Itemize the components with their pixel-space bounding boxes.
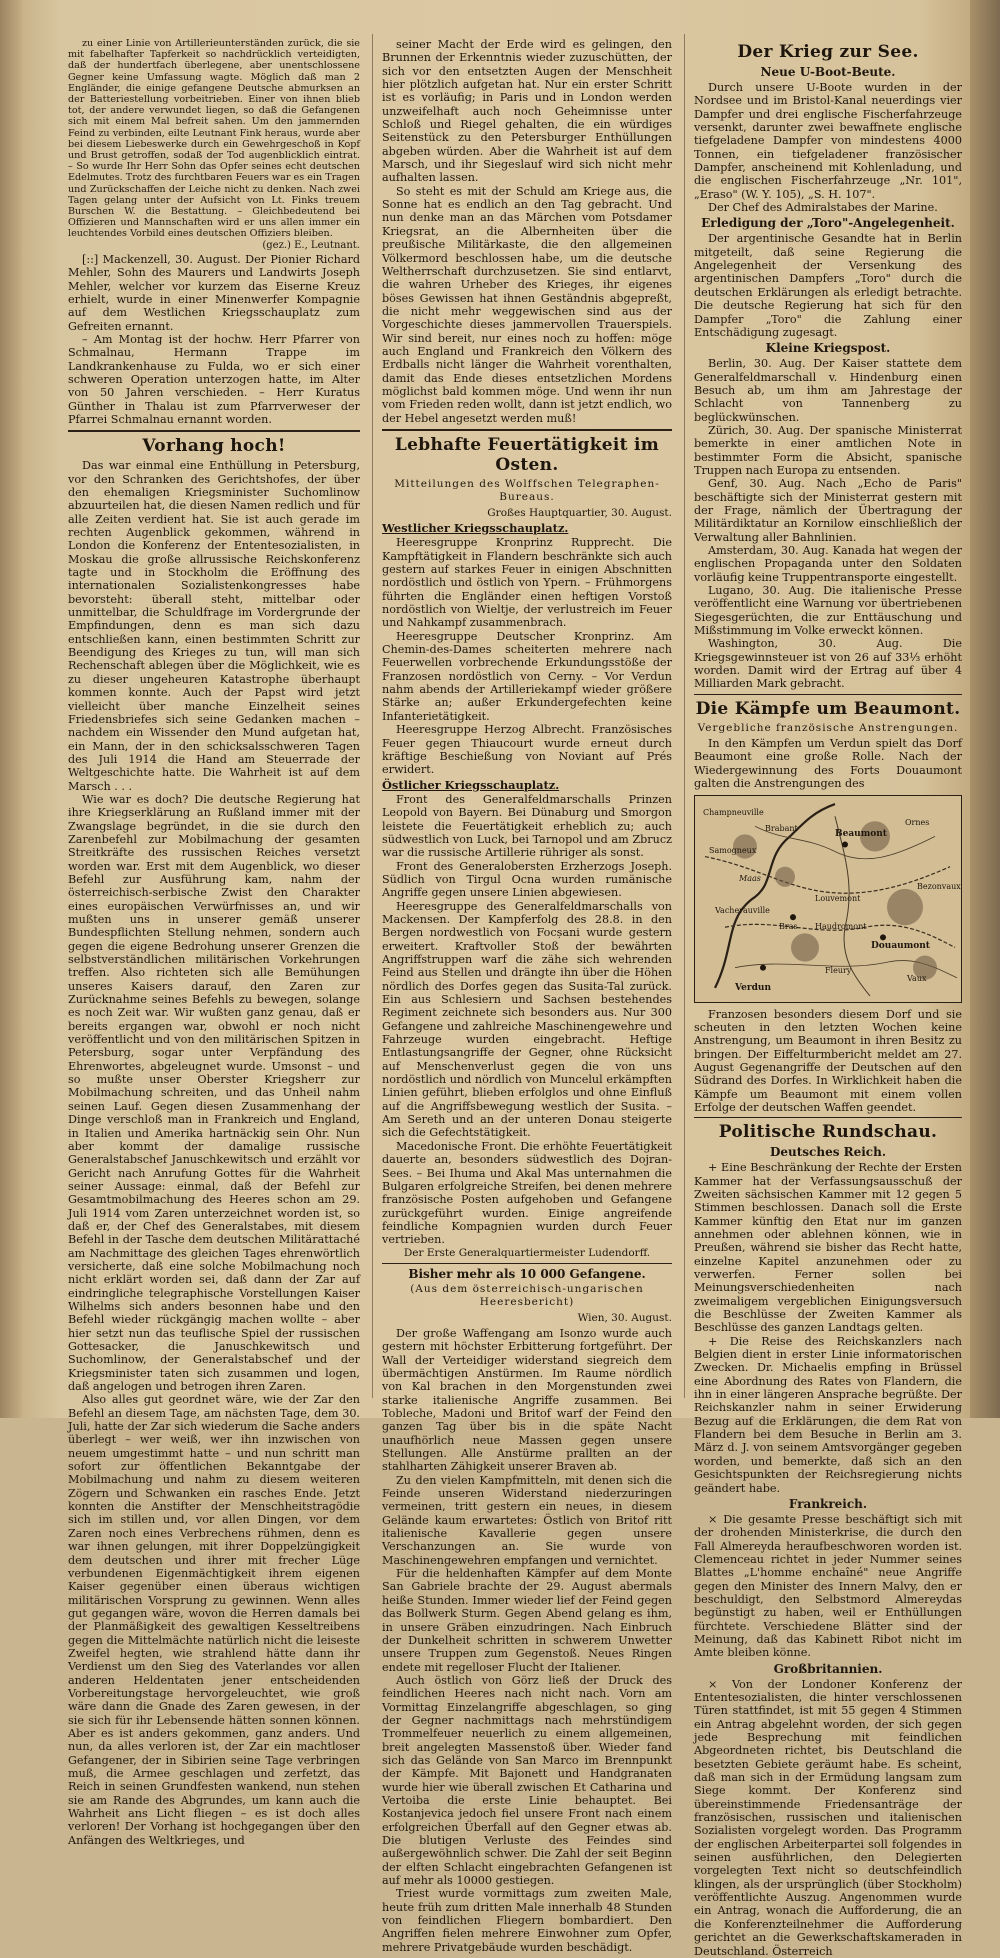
- article-paragraph: Der Chef des Admiralstabes der Marine.: [708, 201, 938, 215]
- report-item: Macedonische Front. Die erhöhte Feuertätigkeit dauerte an, besonders südwestlich des Dojran-Sees. – Bei Ihuma und Akal Mas unternahmen die Bulgaren erfolgreiche Streifen, bei denen mehrere französische Posten aufgehoben und Gefangene zurückgeführt wurden. Einige angreifende feindliche Kompagnien wurden durch Feuer vertrieben.: [382, 1139, 672, 1247]
- article-paragraph: In den Kämpfen um Verdun spielt das Dorf Beaumont eine große Rolle. Nach der Wiedergewinnung des Forts Douaumont galten die Anstrengungen des: [694, 737, 962, 791]
- article-paragraph: Franzosen besonders diesem Dorf und sie scheuten in den letzten Wochen keine Anstrengung, um Beaumont in ihren Besitz zu bringen. Der Eiffelturmbericht meldet am 27. August Gegenangriffe der Deutschen auf den Südrand des Dorfes. In Wirklichkeit haben die Kämpfe um Beaumont mit einem vollen Erfolge der deutschen Waffen geendet.: [694, 1007, 962, 1114]
- section-heading: Östlicher Kriegsschauplatz.: [382, 777, 560, 792]
- report-item: Front des Generalobersten Erzherzogs Joseph. Südlich von Tirgul Ocna wurden rumänische Angriffe gegen unsere Linien abgewiesen.: [382, 859, 672, 900]
- article-subline: Vergebliche französische Anstrengungen.: [697, 721, 959, 734]
- report-item: Zürich, 30. Aug. Der spanische Ministerrat bemerkte in einer amtlichen Note in bestimmter Form die Absicht, spanische Truppen nach Europa zu entsenden.: [694, 423, 962, 477]
- article-dateline: Großes Hauptquartier, 30. August.: [487, 506, 672, 519]
- section-heading: Westlicher Kriegsschauplatz.: [382, 521, 569, 535]
- map-label: Beaumont: [835, 828, 887, 839]
- section-divider: [694, 694, 962, 695]
- report-item: + Die Reise des Reichskanzlers nach Belgien dient in erster Linie informatorischen Zwecken. Dr. Michaelis empfing in Brüssel eine Abordnung des Rates von Flandern, die ihn in einer längeren Ansprache begrüßte. Der Reichskanzler nahm in seiner Erwiderung Bezug auf die Erklärungen, die dem Rat von Flandern bei dem Besuche in Berlin am 3. März d. J. von seinem Amtsvorgänger gegeben worden, und bemerkte, daß sich an den Gesichtspunkten der Reichsregierung nichts geändert habe.: [694, 1334, 962, 1495]
- column-rule: [372, 34, 373, 1398]
- article-paragraph: Das war einmal eine Enthüllung in Petersburg, vor den Schranken des Gerichtshofes, der über den ehemaligen Kriegsminister Suchomlinow abzuurteilen hat, die diesen Namen redlich und für alle Zeiten verdient hat. Sie ist auch gerade im rechten Augenblick gekommen, während in London die Konferenz der Ententesozialisten, in Moskau die große allrussische Reichskonferenz tagte und in Stockholm die Eröffnung des internationalen Sozialistenkongresses habe bevorsteht: überall steht, mittelbar oder unmittelbar, die Schuldfrage im Vordergrunde der Empfindungen, denn es man sich dazu entschließen kann, einen bestimmten Schritt zur Beendigung des Krieges zu tun, will man sich Rechenschaft ablegen über die Möglichkeit, wie es zu dieser ungeheuren Katastrophe überhaupt kommen konnte. Auch der Papst wird jetzt vielleicht über manche Einzelheit seines Friedensbriefes sich seine Gedanken machen – nachdem ein Wissender den Mund aufgetan hat, ein Mann, der in den schicksalsschweren Tagen des Juli 1914 die Hand am Steuerrade der Weltgeschichte hatte. Die Wahrheit ist auf dem Marsch . . .: [68, 459, 360, 793]
- article-paragraph: Triest wurde vormittags zum zweiten Male, heute früh zum dritten Male innerhalb 48 Stunden von feindlichen Fliegern bombardiert. Den Angriffen fielen mehrere Einwohner zum Opfer, mehrere Privatgebäude wurden beschädigt.: [382, 1887, 672, 1954]
- article-headline: Vorhang hoch!: [142, 436, 286, 457]
- article-dateline: Wien, 30. August.: [577, 1311, 672, 1324]
- map-label: Bras: [779, 921, 798, 931]
- article-subline: Mitteilungen des Wolffschen Telegraphen-Bureaus.: [394, 477, 660, 504]
- article-subheading: Frankreich.: [788, 1496, 868, 1511]
- map-label: Champneuville: [703, 807, 764, 817]
- report-item: Heeresgruppe Herzog Albrecht. Französisches Feuer gegen Thiaucourt wurde erneut durch kräftige Beschießung von Noviant auf Prés erwidert.: [382, 723, 672, 777]
- article-subheading: Deutsches Reich.: [769, 1145, 887, 1160]
- section-divider: [382, 429, 672, 431]
- map-label: Douaumont: [871, 940, 930, 951]
- map-label: Samogneux: [709, 845, 757, 855]
- map-label: Fleury: [825, 965, 852, 975]
- page-right-edge: [970, 0, 1000, 1418]
- report-item: Heeresgruppe Kronprinz Rupprecht. Die Kampftätigkeit in Flandern beschränkte sich auch gestern auf starkes Feuer in einigen Abschnitten nordöstlich und östlich von Ypern. – Frühmorgens führten die Engländer einen heftigen Vorstoß nordöstlich von Wieltje, der verlustreich im Feuer und Nahkampf zusammenbrach.: [382, 536, 672, 630]
- report-item: × Die gesamte Presse beschäftigt sich mit der drohenden Ministerkrise, die durch den Fall Almereyda heraufbeschworen worden ist. Clemenceau richtet in jeder Nummer seines Blattes „L'homme enchaîné" neue Angriffe gegen den Minister des Innern Malvy, den er beschuldigt, den Selbstmord Almereydas begünstigt zu haben, weil er Enthüllungen fürchtete. Verschiedene Blätter sind der Meinung, daß das Kabinett Ribot nicht im Amte bleiben könne.: [694, 1512, 962, 1660]
- report-signature: Der Erste Generalquartiermeister Ludendorff.: [403, 1246, 651, 1259]
- report-item: Amsterdam, 30. Aug. Kanada hat wegen der englischen Propaganda unter den Soldaten vorläufig keine Truppentransporte eingestellt.: [694, 544, 962, 584]
- article-paragraph: Durch unsere U-Boote wurden in der Nordsee und im Bristol-Kanal neuerdings vier Dampfer und drei englische Fischerfahrzeuge versenkt, darunter zwei bewaffnete englische tiefgeladene Dampfer von mindestens 4000 Tonnen, ein tiefgeladener französischer Dampfer, anscheinend mit Kohlenladung, und die englischen Fischerfahrzeuge „Nr. 101", „Eraso" (W. Y. 105), „S. H. 107".: [694, 81, 962, 201]
- map-label: Haudromont: [815, 921, 867, 931]
- column-rule: [684, 34, 685, 1398]
- report-item: Washington, 30. Aug. Die Kriegsgewinnsteuer ist von 26 auf 33⅓ erhöht worden. Damit wird der Ertrag auf über 4 Milliarden Mark gebracht.: [694, 637, 962, 691]
- local-news-item: – Am Montag ist der hochw. Herr Pfarrer von Schmalnau, Hermann Trappe im Landkrankenhause zu Fulda, wo er sich einer schweren Operation unterzogen hatte, im Alter von 50 Jahren verschieden. – Herr Kuratus Günther in Thalau ist zum Pfarrverweser der Pfarrei Schmalnau ernannt worden.: [68, 332, 360, 426]
- beaumont-map: [694, 795, 962, 1003]
- article-headline: Lebhafte Feuertätigkeit im Osten.: [394, 434, 660, 475]
- map-label: Verdun: [735, 982, 772, 993]
- article-paragraph: Für die heldenhaften Kämpfer auf dem Monte San Gabriele brachte der 29. August abermals heiße Stunden. Immer wieder lief der Feind gegen das Bollwerk Sturm. Gegen Abend gelang es ihm, in unsere Gräben einzudringen. Nach Einbruch der Dunkelheit schritten in schwerem Unwetter unsere Truppen zum Gegenstoß. Neues Ringen endete mit regelloser Flucht der Italiener.: [382, 1567, 672, 1674]
- letter-signature: (gez.) E., Leutnant.: [262, 239, 360, 251]
- article-paragraph: seiner Macht der Erde wird es gelingen, den Brunnen der Erkenntnis wieder zuzuschütten, der sich vor den entsetzten Augen der Menschheit hier plötzlich aufgetan hat. Nur ein erster Schritt ist es vorläufig; in Paris und in London werden unzweifelhaft auch noch Geheimnisse unter Schloß und Riegel gehalten, die ein würdiges Seitenstück zu den Petersburger Enthüllungen abgeben würden. Aber die Wahrheit ist auf dem Marsch, und ihr Siegeslauf wird sich nicht mehr aufhalten lassen.: [382, 38, 672, 185]
- map-label: Maas: [739, 873, 761, 883]
- article-headline: Der Krieg zur See.: [737, 42, 919, 62]
- article-headline: Die Kämpfe um Beaumont.: [695, 698, 961, 719]
- article-subline: (Aus dem österreichisch-ungarischen Heeresbericht): [410, 1282, 644, 1309]
- report-item: Heeresgruppe des Generalfeldmarschalls von Mackensen. Der Kampferfolg des 28.8. in den Bergen nordwestlich von Focșani wurde gestern erweitert. Kraftvoller Stoß der bewährten Angriffstruppen warf die zähe sich wehrenden Feind aus Stellen und drängte ihn über die Höhen nördlich des Dorfes gegen das Susita-Tal zurück. Ein aus Schlesiern und Sachsen bestehendes Regiment zeichnete sich besonders aus. Nur 300 Gefangene und zahlreiche Maschinengewehre und Fahrzeuge wurden eingebracht. Heftige Entlastungsangriffe der Gegner, ohne Rücksicht auf Menschenverlust gegen die von uns nordöstlich und nördlich von Muncelul erkämpften Linien geführt, blieben erfolglos und ohne Einfluß auf die Angriffsbewegung westlich der Susita. – Am Sereth und an der unteren Donau steigerte sich die Gefechtstätigkeit.: [382, 899, 672, 1140]
- article-subheading: Großbritannien.: [773, 1661, 883, 1676]
- article-subheading: Neue U-Boot-Beute.: [760, 65, 896, 79]
- section-divider: [694, 1117, 962, 1118]
- column-2: [382, 38, 672, 1954]
- article-subheading: Kleine Kriegspost.: [765, 341, 891, 356]
- report-item: + Eine Beschränkung der Rechte der Ersten Kammer hat der Verfassungsausschuß der Zweiten sächsischen Kammer mit 12 gegen 5 Stimmen beschlossen. Danach soll die Erste Kammer künftig den Etat nur im ganzen annehmen oder ablehnen können, wie in Preußen, während sie bisher das Recht hatte, einzelne Kapitel anzunehmen oder zu verwerfen. Ferner sollen bei Meinungsverschiedenheiten nach zweimaligem vergeblichen Einigungsversuch die Beschlüsse der Zweiten Kammer als Beschlüsse des ganzen Landtags gelten.: [694, 1161, 962, 1335]
- article-paragraph: Der große Waffengang am Isonzo wurde auch gestern mit höchster Erbitterung fortgeführt. Der Wall der Verteidiger widerstand siegreich dem übermächtigen Anstürmen. Im Raume nördlich von Kal brachen in den Morgenstunden zwei starke italienische Angriffe zusammen. Bei Tobleche, Madoni und Britof warf der Feind den ganzen Tag über bis in die späte Nacht unaufhörlich neue Massen gegen unsere Stellungen. Alle Anstürme prallten an der stahlharten Zähigkeit unserer Braven ab.: [382, 1326, 672, 1474]
- map-label: Vaux: [907, 973, 927, 983]
- map-label: Louvemont: [815, 893, 861, 903]
- column-1: [68, 38, 360, 1847]
- local-news-item: [::] Mackenzell, 30. August. Der Pionier Richard Mehler, Sohn des Maurers und Landwirts Joseph Mehler, welcher vor kurzem das Eiserne Kreuz erhielt, wurde in einer Minenwerfer Kompagnie auf dem Westlichen Kriegsschauplatz zum Gefreiten ernannt.: [68, 252, 360, 333]
- map-label: Ornes: [905, 817, 930, 827]
- article-headline: Bisher mehr als 10 000 Gefangene.: [408, 1266, 646, 1281]
- report-item: Heeresgruppe Deutscher Kronprinz. Am Chemin-des-Dames scheiterten mehrere nach Feuerwellen vorbrechende Erkundungsstöße der Franzosen nordöstlich von Cerny. – Vor Verdun nahm abends der Artilleriekampf wieder größere Stärke an; außer Erkundergefechten keine Infanterietätigkeit.: [382, 629, 672, 723]
- article-paragraph: Also alles gut geordnet wäre, wie der Zar den Befehl an diesem Tage, am nächsten Tage, dem 30. Juli, hatte der Zar sich wiederum die Sache anders überlegt – wer weiß, wer ihn inzwischen von neuem umgestimmt hatte – und nun schritt man sofort zur öffentlichen Bekanntgabe der Mobilmachung und nahm zu diesem weiteren Zögern und Schwanken ein rasches Ende. Jetzt konnten die Anstifter der Menschheitstragödie sich im stillen und, vor allen Dingen, vor dem Zaren noch eines Verbrechens rühmen, denn es war ihnen gelungen, mit ihrer Doppelzüngigkeit dem deutschen und ihrer mit frecher Lüge verbundenen Eigenmächtigkeit ihrem eigenen Kaiser gegenüber einen überaus wichtigen militärischen Vorsprung zu gewinnen. Wenn alles gut gegangen wäre, wovon die Herren damals bei der Planmäßigkeit des gewaltigen Kesseltreibens gegen die Mittelmächte natürlich nicht die leiseste Zweifel hegten, wie strahlend hätte dann ihr Verdienst um den Sieg des Vaterlandes vor allen anderen Heldentaten jener entscheidenden Vorbereitungstage hervorgeleuchtet, wie groß wäre dann die Gnade des Zaren gewesen, in der sie sich für ihr Lebensende hätten sonnen können. Aber es ist anders gekommen, ganz anders. Und nun, da alles verloren ist, der Zar ein machtloser Gefangener, der in Sibirien seine Tage verbringen muß, die Armee geschlagen und zerfetzt, das Reich in seinen Grundfesten wankend, nun stehen sie am Rande des Abgrundes, um kann auch die Wahrheit ans Licht fliegen – es ist doch alles verloren! Der Vorhang ist hochgegangen über den Anfängen des Weltkrieges, und: [68, 1393, 360, 1847]
- article-subheading: Erledigung der „Toro"-Angelegenheit.: [701, 216, 955, 231]
- report-item: Genf, 30. Aug. Nach „Echo de Paris" beschäftigte sich der Ministerrat gestern mit der Frage, nämlich der Übertragung der Militärdiktatur an Kornilow einschließlich der Verwaltung aller Bahnlinien.: [694, 477, 962, 544]
- page-left-edge: [0, 0, 22, 1418]
- column-3: [694, 38, 962, 1958]
- letter-excerpt: zu einer Linie von Artillerieunterständen zurück, die sie mit fabelhafter Tapferkeit so nachdrücklich verteidigten, daß der hundertfach überlegene, aber unentschlossene Gegner keine Umfassung wagte. Möglich daß man 2 Engländer, die einige gefangene Deutsche abmurksen an der Batteriestellung vorbeitrieben. Einer von ihnen blieb tot, der andere verwundet liegen, so daß die Gefangenen sich mit einem Mal befreit sahen. Um den jammernden Feind zu verbinden, eilte Leutnant Fink heraus, wurde aber bei diesem Liebeswerke durch ein Gewehrgeschoß in Kopf und Brust getroffen, sodaß der Tod augenblicklich eintrat. – So wurde Ihr Herr Sohn das Opfer seines echt deutschen Edelmutes. Trotz des furchtbaren Feuers war es ein Tragen und Zurückschaffen der Leiche nicht zu denken. Nach zwei Tagen gelang unter der Aufsicht von Lt. Finks treuem Burschen W. die Bestattung. – Gleichbedeutend bei Offizieren und Mannschaften wird er uns allen immer ein leuchtendes Vorbild eines deutschen Offiziers bleiben.: [68, 38, 360, 240]
- article-paragraph: Auch östlich von Görz ließ der Druck des feindlichen Heeres nach nicht nach. Vorn am Vormittag Einzelangriffe abgeschlagen, so ging der Gegner nachmittags nach mehrstündigem Trommelfeuer neuerlich zu einem allgemeinen, breit angelegten Massenstoß über. Wieder fand sich das Gelände von San Marco im Brennpunkt der Kämpfe. Mit Bajonett und Handgranaten wurde hier wie überall zwischen Et Catharina und Vertoiba die erste Linie behauptet. Bei Kostanjevica jedoch fiel unsere Front nach einem erfolgreichen Überfall auf den Gegner etwas ab. Die blutigen Verluste des Feindes sind außergewöhnlich schwer. Die Zahl der seit Beginn der elften Schlacht eingebrachten Gefangenen ist auf mehr als 10000 gestiegen.: [382, 1673, 672, 1888]
- section-divider: [382, 1263, 672, 1264]
- report-item: Berlin, 30. Aug. Der Kaiser stattete dem Generalfeldmarschall v. Hindenburg einen Besuch ab, um ihm am Jahrestage der Schlacht von Tannenberg zu beglückwünschen.: [694, 357, 962, 424]
- report-item: Lugano, 30. Aug. Die italienische Presse veröffentlicht eine Warnung vor übertriebenen Siegesgerüchten, die zur Enttäuschung und Mißstimmung im Volke erweckt können.: [694, 584, 962, 638]
- article-paragraph: Zu den vielen Kampfmitteln, mit denen sich die Feinde unseren Widerstand niederzuringen vermeinen, tritt gestern ein neues, in diesem Gelände kaum erwartetes: Östlich von Britof ritt italienische Kavallerie gegen unsere Verschanzungen an. Sie wurde von Maschinengewehren empfangen und vernichtet.: [382, 1473, 672, 1567]
- report-item: Front des Generalfeldmarschalls Prinzen Leopold von Bayern. Bei Dünaburg und Smorgon leistete die Feuertätigkeit erheblich zu; auch südwestlich von Luck, bei Tarnopol und am Zbrucz war die russische Artillerie rühriger als sonst.: [382, 792, 672, 860]
- report-item: × Von der Londoner Konferenz der Ententesozialisten, die hinter verschlossenen Türen stattfindet, ist mit 55 gegen 4 Stimmen ein Antrag abgelehnt worden, der sich gegen jede Besprechung mit feindlichen Abgeordneten richtet, bis Deutschland die besetzten Gebiete geräumt habe. Es scheint, daß man sich in der Ermüdung langsam zum Siege kommt. Der Konferenz sind übereinstimmende Friedensanträge der französischen, russischen und italienischen Sozialisten vorgelegt worden. Das Programm der englischen Arbeiterpartei soll folgendes in seinen ausführlichen, den Delegierten vorgelegten Text nicht so deutschfeindlich klingen, als der ursprünglich (über Stockholm) veröffentlichte Auszug. Angenommen wurde ein Antrag, wonach die Aufforderung, die an die Konferenzteilnehmer die Aufforderung gerichtet an die Gewerkschaftskameraden in Deutschland. Österreich: [694, 1677, 962, 1958]
- map-label: Bezonvaux: [917, 881, 961, 891]
- map-label: Brabant: [765, 823, 798, 833]
- article-paragraph: So steht es mit der Schuld am Kriege aus, die Sonne hat es endlich an den Tag gebracht. Und nun denke man an das Märchen vom Potsdamer Kriegsrat, an die Albernheiten über die preußische Militärkaste, die den allgemeinen Völkermord beschlossen habe, um die deutsche Weltherrschaft durchzusetzen. Sie sind entlarvt, die wahren Urheber des Krieges, ihr eigenes böses Gewissen hat ihnen Geständnis abgepreßt, die nicht mehr weggewischen sind aus der Vorgeschichte dieses jammervollen Trauerspiels. Wir sind bereit, nur eines noch zu hoffen: möge auch England und Frankreich den Völkern des Erdballs nicht länger die Wahrheit vorenthalten, damit das Ende dieses entsetzlichen Mordens möglichst bald kommen möge. Und wenn ihr nun vom Frieden reden wollt, dann ist jetzt endlich, wo der Hebel angesetzt werden muß!: [382, 184, 672, 425]
- article-paragraph: Der argentinische Gesandte hat in Berlin mitgeteilt, daß seine Regierung die Angelegenheit der Versenkung des argentinischen Dampfers „Toro" durch die deutschen Erklärungen als erledigt betrachte. Die deutsche Regierung hat sich für den Dampfer „Toro" die Zahlung einer Entschädigung zugesagt.: [694, 232, 962, 339]
- article-paragraph: Wie war es doch? Die deutsche Regierung hat ihre Kriegserklärung an Rußland immer mit der Zwangslage begründet, in die sie durch den Zarenbefehl zur Mobilmachung der gesamten Streitkräfte des russischen Reiches versetzt worden war. Erst mit dem Augenblick, wo dieser Befehl zur Ausführung kam, nahm der österreichisch-serbische Zwist den Charakter eines europäischen Verwürfnisses an, und wir mußten uns in unserer gemäß unserer Bundespflichten Stellung nehmen, sondern auch gegen die eigene Bedrohung unserer Grenzen die selbstverständlichen militärischen Vorkehrungen treffen. Also richteten sich alle Bemühungen unseres Kaisers darauf, den Zaren zur Zurücknahme seines Befehls zu bewegen, solange es noch Zeit war. Wir wußten ganz genau, daß er bereits ergangen war, obwohl er noch nicht veröffentlicht und von den militärischen Spitzen in Petersburg, sogar unter Verpfändung des Ehrenwortes, abgeleugnet wurde. Umsonst – und so mußte unser Oberster Kriegsherr zur Mobilmachung schreiten, und das Unheil nahm seinen Lauf. Gegen diesen Zusammenhang der Dinge verschloß man in Frankreich und England, in Italien und Amerika hartnäckig sein Ohr. Nun aber kommt der damalige russische Generalstabschef Januschkewitsch und erzählt vor Gericht nach Anrufung Gottes für die Wahrheit seiner Aussage: einmal, daß der Befehl zur Gesamtmobilmachung des Heeres schon am 29. Juli 1914 vom Zaren unterzeichnet worden ist, so daß er, der Chef des Generalstabes, mit diesem Befehl in der Tasche dem deutschen Militärattaché am Nachmittage des gleichen Tages ehrenwörtlich versicherte, daß eine solche Mobilmachung noch nicht erklärt worden sei, daß dann der Zar auf eindringliche telegraphische Vorstellungen Kaiser Wilhelms sich anders besonnen habe und den Befehl wieder rückgängig machen wollte – aber hier setzt nun das teuflische Spiel der russischen Gottesacker, die Januschkewitsch und Suchomlinow, der Generalstabschef und der Kriegsminister taten sich zusammen und logen, daß angelogen und betrogen ihren Zaren.: [68, 792, 360, 1394]
- section-divider: [68, 430, 360, 432]
- article-headline: Politische Rundschau.: [718, 1122, 938, 1143]
- map-label: Vacherauville: [715, 905, 770, 915]
